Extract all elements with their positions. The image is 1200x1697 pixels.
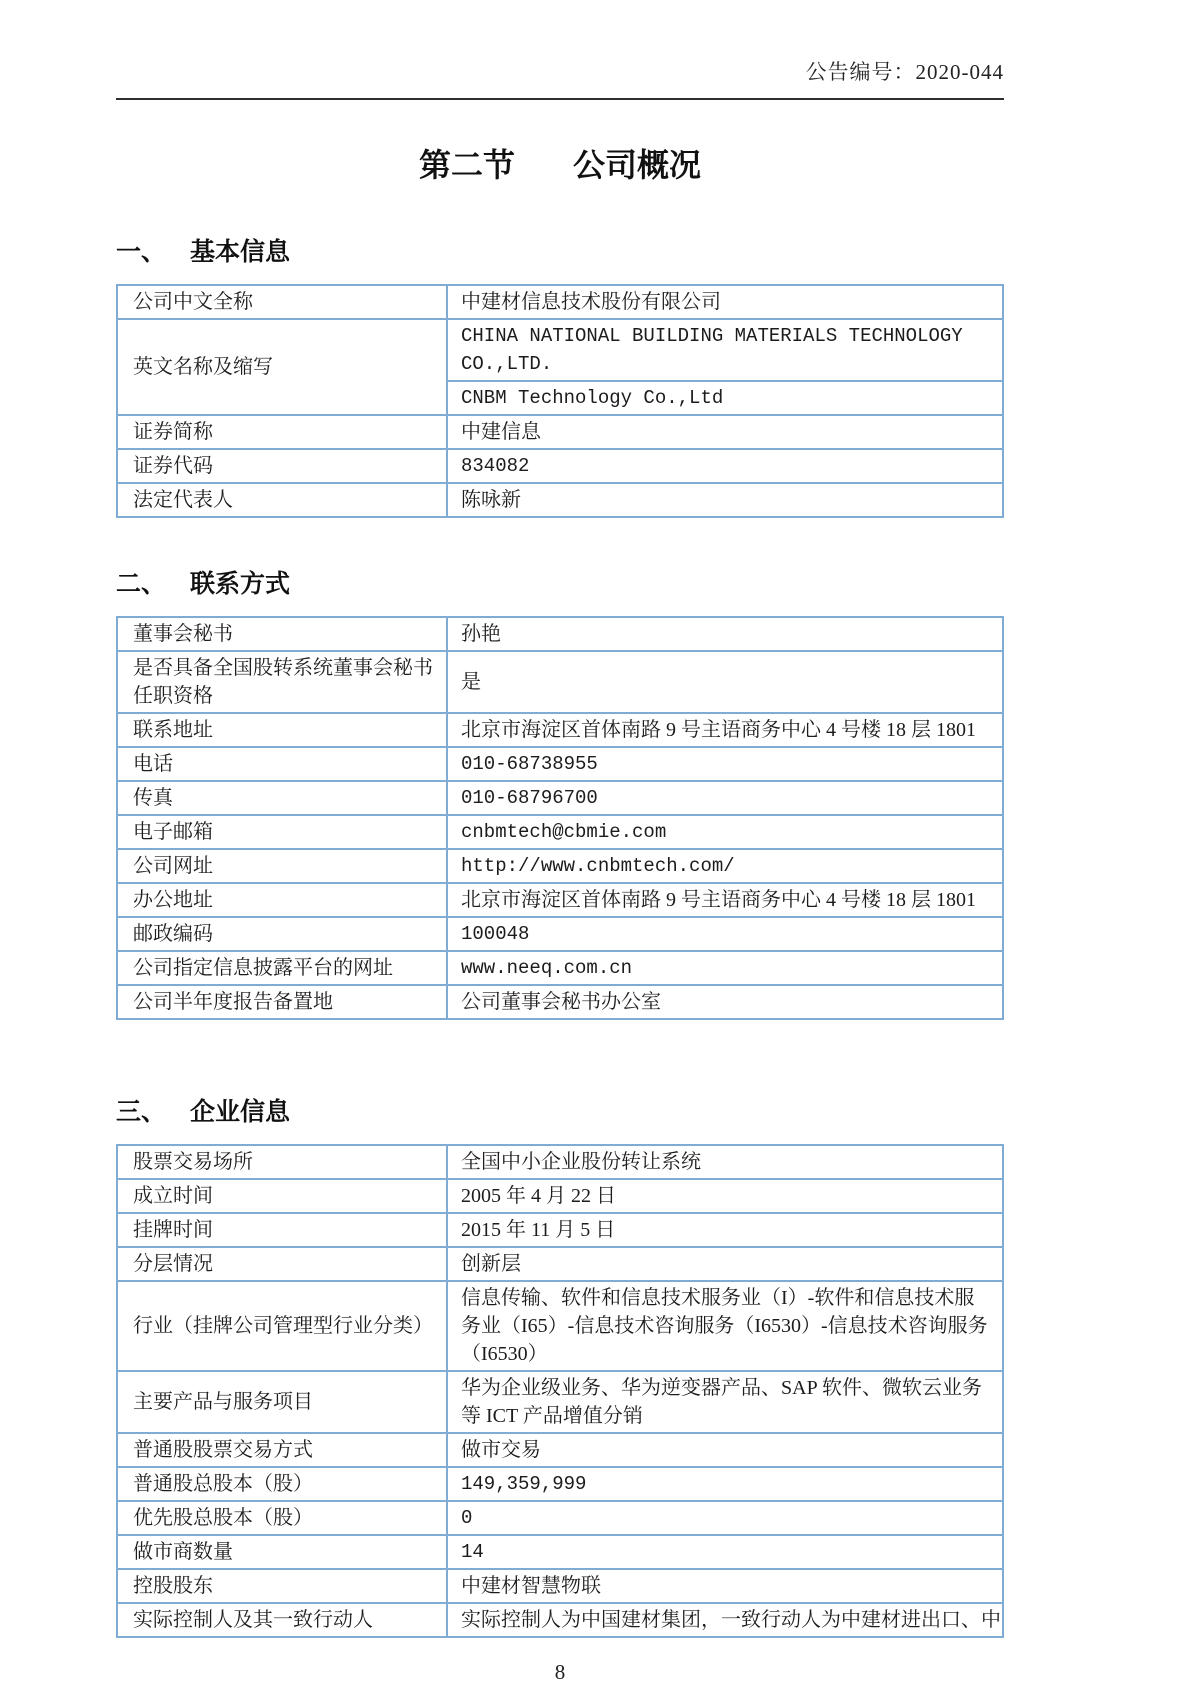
table-row [118, 482, 1002, 516]
row-values [448, 320, 1002, 414]
table-row [118, 286, 1002, 318]
row-label: 传真 [118, 782, 448, 814]
document-title-section: 第二节 [418, 147, 515, 183]
row-value: 149,359,999 [461, 1473, 587, 1495]
row-values [448, 1434, 1002, 1466]
table-row [118, 712, 1002, 746]
row-value: 中建材智慧物联 [461, 1575, 601, 1597]
row-value: 华为企业级业务、华为逆变器产品、SAP 软件、微软云业务等 ICT 产品增值分销 [461, 1377, 982, 1427]
row-label: 证券代码 [118, 450, 448, 482]
row-value: 信息传输、软件和信息技术服务业（I）-软件和信息技术服务业（I65）-信息技术咨询服务（I6530）-信息技术咨询服务（I6530） [461, 1287, 988, 1365]
row-value: 2015 年 11 月 5 日 [461, 1219, 616, 1241]
row-value: 陈咏新 [461, 489, 521, 511]
table-row [118, 746, 1002, 780]
row-value: CHINA NATIONAL BUILDING MATERIALS TECHNOLOGY CO.,LTD. [461, 325, 963, 375]
table-row [118, 448, 1002, 482]
row-values [448, 1282, 1002, 1370]
section-heading-enterprise-info [116, 1092, 1004, 1128]
row-value: cnbmtech@cbmie.com [461, 821, 667, 843]
row-label: 普通股总股本（股） [118, 1468, 448, 1500]
row-value: 做市交易 [461, 1439, 541, 1461]
row-values [448, 652, 1002, 712]
row-values [448, 986, 1002, 1018]
row-values [448, 416, 1002, 448]
row-label: 成立时间 [118, 1180, 448, 1212]
row-label: 是否具备全国股转系统董事会秘书任职资格 [118, 652, 448, 712]
row-value: 010-68738955 [461, 753, 598, 775]
table-row [118, 414, 1002, 448]
section-number: 二、 [116, 570, 167, 598]
row-label: 公司指定信息披露平台的网址 [118, 952, 448, 984]
section-contact-info [116, 564, 1004, 1020]
row-label: 英文名称及缩写 [118, 320, 448, 414]
row-label: 优先股总股本（股） [118, 1502, 448, 1534]
table-row [118, 1568, 1002, 1602]
table-row [118, 950, 1002, 984]
row-label: 挂牌时间 [118, 1214, 448, 1246]
enterprise-info-table [116, 1144, 1004, 1638]
table-row [118, 1500, 1002, 1534]
row-value: 北京市海淀区首体南路 9 号主语商务中心 4 号楼 18 层 1801 [461, 719, 976, 741]
table-row [118, 848, 1002, 882]
row-values [448, 450, 1002, 482]
row-label: 实际控制人及其一致行动人 [118, 1604, 448, 1636]
row-value: 14 [461, 1541, 484, 1563]
row-label: 董事会秘书 [118, 618, 448, 650]
table-row [118, 1602, 1002, 1636]
row-value: 是 [461, 671, 481, 693]
contact-info-table [116, 616, 1004, 1020]
row-values [448, 1146, 1002, 1178]
row-values [448, 952, 1002, 984]
row-label: 公司中文全称 [118, 286, 448, 318]
row-values [448, 918, 1002, 950]
row-label: 电话 [118, 748, 448, 780]
row-values [448, 1372, 1002, 1432]
row-label: 公司半年度报告备置地 [118, 986, 448, 1018]
row-values [448, 1536, 1002, 1568]
row-values [448, 484, 1002, 516]
row-value: www.neeq.com.cn [461, 957, 633, 979]
row-values [448, 850, 1002, 882]
row-label: 主要产品与服务项目 [118, 1372, 448, 1432]
row-value: 2005 年 4 月 22 日 [461, 1185, 616, 1207]
section-basic-info [116, 232, 1004, 518]
table-row [118, 1370, 1002, 1432]
row-label: 控股股东 [118, 1570, 448, 1602]
row-values [448, 1502, 1002, 1534]
table-row [118, 650, 1002, 712]
table-row [118, 318, 1002, 414]
row-label: 联系地址 [118, 714, 448, 746]
row-value: 实际控制人为中国建材集团，一致行动人为中建材进出口、中 [461, 1609, 1001, 1631]
table-row [118, 618, 1002, 650]
section-title: 基本信息 [190, 238, 291, 266]
row-values [448, 1468, 1002, 1500]
document-title [116, 140, 1004, 186]
row-values [448, 618, 1002, 650]
basic-info-table [116, 284, 1004, 518]
row-value: CNBM Technology Co.,Ltd [448, 380, 1002, 414]
row-label: 做市商数量 [118, 1536, 448, 1568]
table-row [118, 1178, 1002, 1212]
row-label: 公司网址 [118, 850, 448, 882]
page-number: 8 [554, 1660, 566, 1684]
row-values [448, 816, 1002, 848]
row-label: 分层情况 [118, 1248, 448, 1280]
table-row [118, 1534, 1002, 1568]
row-value: 834082 [461, 455, 530, 477]
row-label: 电子邮箱 [118, 816, 448, 848]
row-values [448, 748, 1002, 780]
table-row [118, 1466, 1002, 1500]
row-values [448, 1214, 1002, 1246]
section-enterprise-info [116, 1092, 1004, 1638]
row-values [448, 1180, 1002, 1212]
table-row [118, 1280, 1002, 1370]
header-rule [116, 98, 1004, 100]
row-value: 公司董事会秘书办公室 [461, 991, 661, 1013]
row-values [448, 714, 1002, 746]
row-values [448, 286, 1002, 318]
row-value: 孙艳 [461, 623, 501, 645]
document-title-name: 公司概况 [573, 147, 702, 183]
row-label: 法定代表人 [118, 484, 448, 516]
row-value: 100048 [461, 923, 530, 945]
row-value: 创新层 [461, 1253, 521, 1275]
table-row [118, 916, 1002, 950]
row-label: 普通股股票交易方式 [118, 1434, 448, 1466]
notice-number: 公告编号：2020-044 [805, 60, 1004, 84]
section-heading-basic-info [116, 232, 1004, 268]
table-row [118, 814, 1002, 848]
row-value: 010-68796700 [461, 787, 598, 809]
row-value: http://www.cnbmtech.com/ [461, 855, 735, 877]
row-label: 办公地址 [118, 884, 448, 916]
row-label: 行业（挂牌公司管理型行业分类） [118, 1282, 448, 1370]
section-number: 一、 [116, 238, 167, 266]
table-row [118, 882, 1002, 916]
section-number: 三、 [116, 1098, 167, 1126]
row-value: 中建信息 [461, 421, 541, 443]
row-value: 0 [461, 1507, 473, 1529]
table-row [118, 780, 1002, 814]
table-row [118, 1246, 1002, 1280]
section-title: 企业信息 [190, 1098, 291, 1126]
row-value: 全国中小企业股份转让系统 [461, 1151, 701, 1173]
row-value: 北京市海淀区首体南路 9 号主语商务中心 4 号楼 18 层 1801 [461, 889, 976, 911]
row-values [448, 1604, 1002, 1636]
row-label: 证券简称 [118, 416, 448, 448]
table-row [118, 1432, 1002, 1466]
row-label: 邮政编码 [118, 918, 448, 950]
section-heading-contact-info [116, 564, 1004, 600]
table-row [118, 1146, 1002, 1178]
table-row [118, 1212, 1002, 1246]
row-values [448, 884, 1002, 916]
row-values [448, 1570, 1002, 1602]
section-title: 联系方式 [190, 570, 291, 598]
row-label: 股票交易场所 [118, 1146, 448, 1178]
row-values [448, 1248, 1002, 1280]
row-values [448, 782, 1002, 814]
row-value: 中建材信息技术股份有限公司 [461, 291, 721, 313]
table-row [118, 984, 1002, 1018]
